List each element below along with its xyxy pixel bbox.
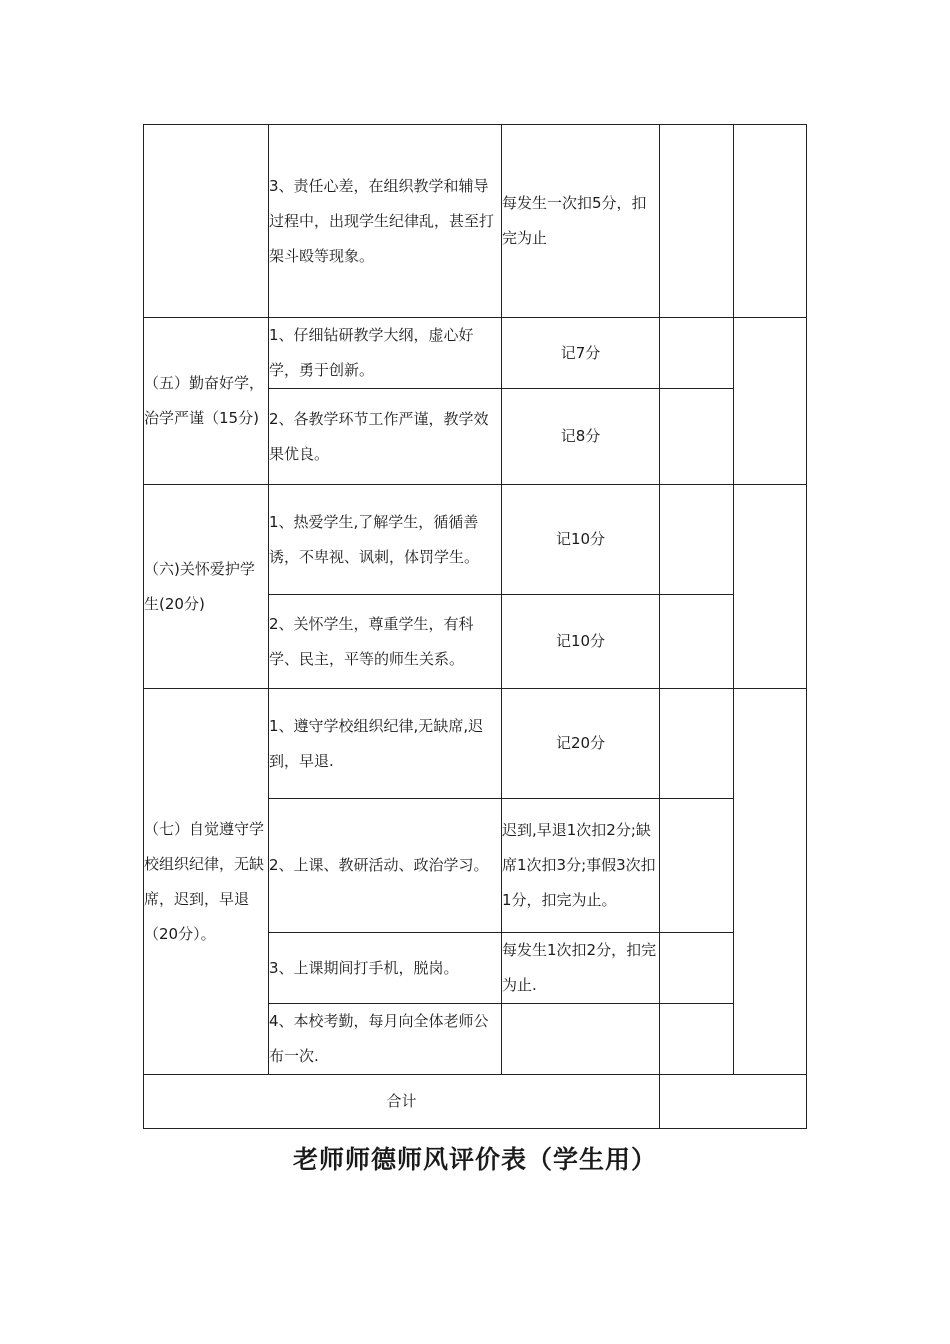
total-input-cell[interactable] <box>734 318 807 485</box>
criteria-item: 2、关怀学生，尊重学生，有科学、民主，平等的师生关系。 <box>269 595 502 689</box>
score-rule: 每发生1次扣2分，扣完为止. <box>502 933 660 1004</box>
score-input-cell[interactable] <box>660 933 734 1004</box>
score-input-cell[interactable] <box>660 389 734 485</box>
score-rule: 记7分 <box>502 318 660 389</box>
score-rule-empty <box>502 1004 660 1075</box>
table-row <box>144 485 807 595</box>
score-rule: 记10分 <box>502 595 660 689</box>
category-cell-empty <box>144 125 269 318</box>
category-cell: （六)关怀爱护学生(20分) <box>144 485 269 689</box>
score-input-cell[interactable] <box>660 318 734 389</box>
total-input-cell[interactable] <box>734 689 807 1075</box>
score-rule: 迟到,早退1次扣2分;缺席1次扣3分;事假3次扣1分，扣完为止。 <box>502 799 660 933</box>
score-input-cell[interactable] <box>660 1004 734 1075</box>
criteria-item: 1、热爱学生,了解学生，循循善诱，不卑视、讽刺，体罚学生。 <box>269 485 502 595</box>
total-input-cell[interactable] <box>734 125 807 318</box>
table-row <box>144 1075 807 1129</box>
table-row <box>144 125 807 318</box>
table-row <box>144 318 807 389</box>
score-input-cell[interactable] <box>660 595 734 689</box>
total-input-cell[interactable] <box>734 485 807 689</box>
score-input-cell[interactable] <box>660 485 734 595</box>
table-row <box>144 689 807 799</box>
criteria-item: 1、遵守学校组织纪律,无缺席,迟到，早退. <box>269 689 502 799</box>
category-cell: （五）勤奋好学，治学严谨（15分) <box>144 318 269 485</box>
total-label: 合计 <box>144 1075 660 1129</box>
grand-total-cell[interactable] <box>660 1075 807 1129</box>
score-rule: 记10分 <box>502 485 660 595</box>
page-title: 老师师德师风评价表（学生用） <box>292 1145 657 1174</box>
score-input-cell[interactable] <box>660 125 734 318</box>
score-input-cell[interactable] <box>660 799 734 933</box>
score-input-cell[interactable] <box>660 689 734 799</box>
score-rule: 记8分 <box>502 389 660 485</box>
evaluation-table <box>143 124 807 1129</box>
score-rule: 每发生一次扣5分，扣完为止 <box>502 125 660 318</box>
score-rule: 记20分 <box>502 689 660 799</box>
criteria-item: 4、本校考勤，每月向全体老师公布一次. <box>269 1004 502 1075</box>
category-cell: （七）自觉遵守学校组织纪律，无缺席，迟到，早退（20分）。 <box>144 689 269 1075</box>
criteria-item: 2、各教学环节工作严谨，教学效果优良。 <box>269 389 502 485</box>
criteria-item: 2、上课、教研活动、政治学习。 <box>269 799 502 933</box>
criteria-item: 1、仔细钻研教学大纲，虚心好学，勇于创新。 <box>269 318 502 389</box>
criteria-item: 3、责任心差，在组织教学和辅导过程中，出现学生纪律乱，甚至打架斗殴等现象。 <box>269 125 502 318</box>
criteria-item: 3、上课期间打手机，脱岗。 <box>269 933 502 1004</box>
